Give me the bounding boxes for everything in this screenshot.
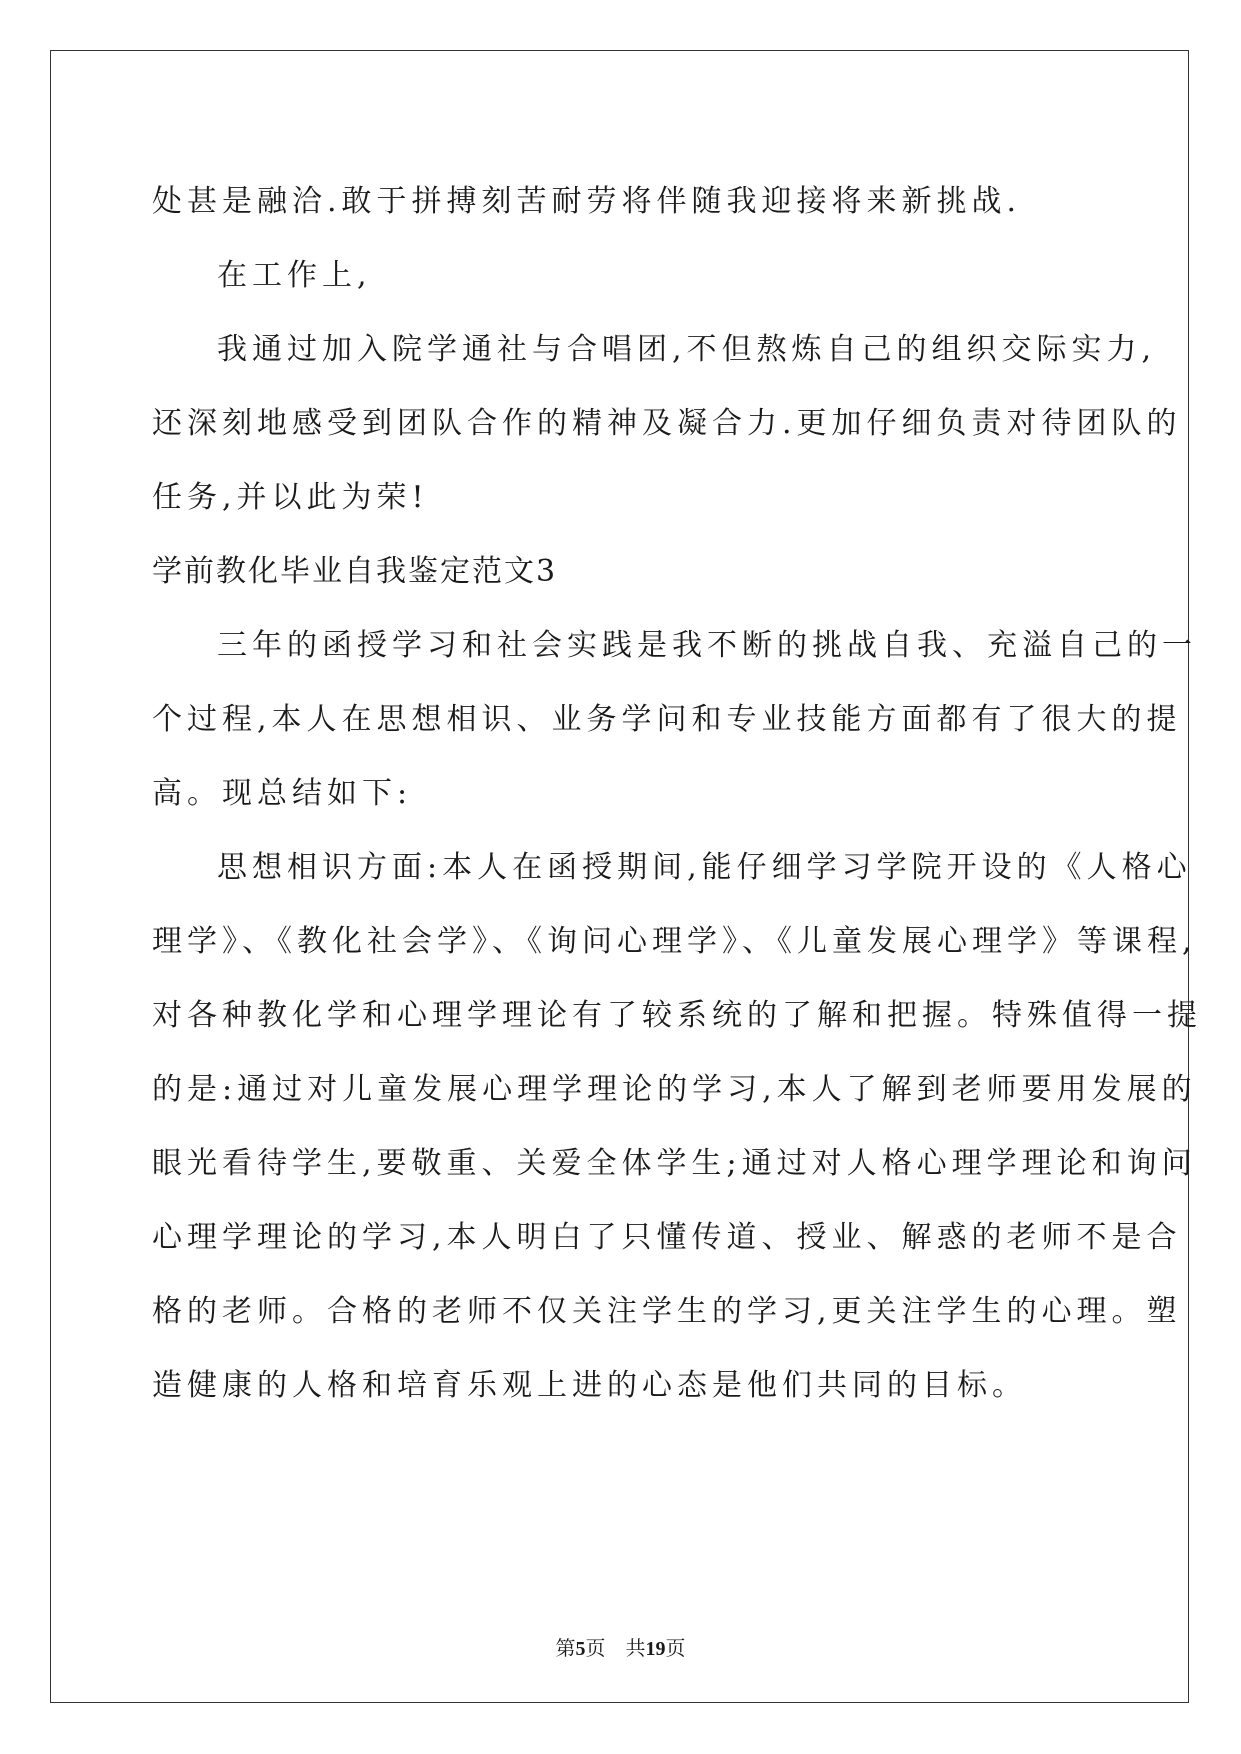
- text-line: 造健康的人格和培育乐观上进的心态是他们共同的目标。: [152, 1368, 1027, 1403]
- text-line: 眼光看待学生,要敬重、关爱全体学生;通过对人格心理学理论和询问: [152, 1146, 1197, 1181]
- section-heading: 学前教化毕业自我鉴定范文3: [152, 554, 558, 589]
- text-line: 任务,并以此为荣!: [152, 480, 429, 515]
- text-line: 对各种教化学和心理学理论有了较系统的了解和把握。特殊值得一提: [152, 998, 1202, 1033]
- total-page-count: 19: [645, 1638, 666, 1660]
- page-prefix: 第: [555, 1636, 576, 1660]
- text-line: 的是:通过对儿童发展心理学理论的学习,本人了解到老师要用发展的: [152, 1072, 1197, 1107]
- text-line: 理学》、《教化社会学》、《询问心理学》、《儿童发展心理学》等课程,: [152, 924, 1197, 959]
- text-line: 处甚是融洽.敢于拼搏刻苦耐劳将伴随我迎接将来新挑战.: [152, 184, 1022, 219]
- text-line: 格的老师。合格的老师不仅关注学生的学习,更关注学生的心理。塑: [152, 1294, 1182, 1329]
- text-line: 三年的函授学习和社会实践是我不断的挑战自我、充溢自己的一: [217, 628, 1197, 663]
- document-body: [152, 165, 1202, 1423]
- total-prefix: 共: [625, 1636, 646, 1660]
- total-suffix: 页: [665, 1636, 686, 1660]
- text-line: 思想相识方面:本人在函授期间,能仔细学习学院开设的《人格心: [217, 850, 1192, 885]
- page-footer: [0, 1632, 1241, 1661]
- text-line: 在工作上,: [217, 258, 372, 293]
- text-line: 还深刻地感受到团队合作的精神及凝合力.更加仔细负责对待团队的: [152, 406, 1182, 441]
- page-suffix: 页: [585, 1636, 606, 1660]
- text-line: 高。现总结如下:: [152, 776, 413, 811]
- text-line: 我通过加入院学通社与合唱团,不但熬炼自己的组织交际实力,: [217, 332, 1157, 367]
- text-line: 个过程,本人在思想相识、业务学问和专业技能方面都有了很大的提: [152, 702, 1182, 737]
- text-line: 心理学理论的学习,本人明白了只懂传道、授业、解惑的老师不是合: [152, 1220, 1182, 1255]
- current-page-number: 5: [575, 1638, 586, 1660]
